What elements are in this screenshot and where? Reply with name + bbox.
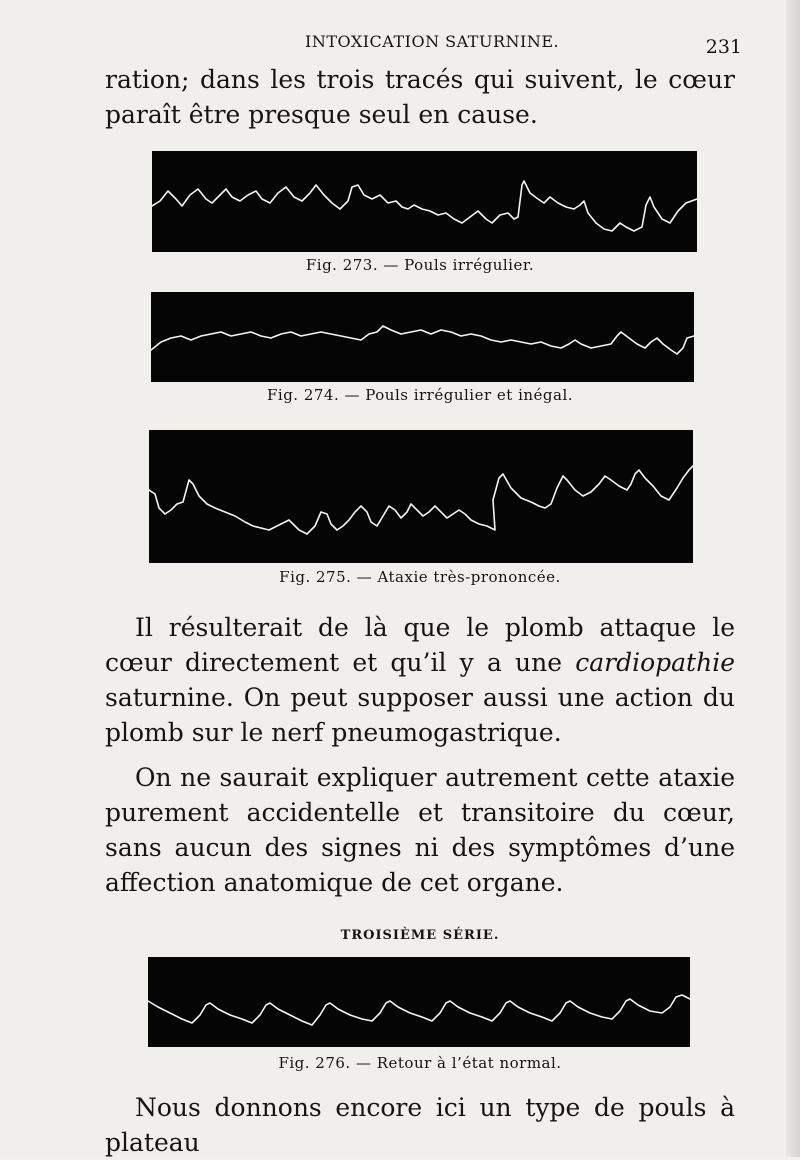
page-number: 231: [705, 36, 742, 58]
figure-caption-fig275: Fig. 275. — Ataxie très-prononcée.: [279, 568, 561, 586]
running-title: INTOXICATION SATURNINE.: [305, 32, 560, 51]
page-edge-shadow: [786, 0, 800, 1157]
paragraph-1-italic-term: cardiopathie: [575, 648, 735, 677]
pulse-trace-fig274: [151, 292, 694, 382]
page-header: [100, 30, 740, 60]
figure-caption-fig274: Fig. 274. — Pouls irrégulier et inégal.: [266, 386, 574, 404]
paragraph-1: [105, 610, 735, 750]
series-heading: TROISIÈME SÉRIE.: [340, 928, 500, 943]
figure-caption-fig273: Fig. 273. — Pouls irrégulier.: [305, 256, 535, 274]
top-paragraph: ration; dans les trois tracés qui suivent, le cœur paraît être presque seul en cause.: [105, 65, 735, 129]
paragraph-2: On ne saurait expliquer autrement cette ataxie purement accidentelle et transitoire du cœur, sans aucun des signes ni des symptômes d’une affection anatomique de cet organe.: [105, 763, 735, 897]
pulse-trace-line: [151, 326, 694, 354]
paragraph-1-text-b: saturnine. On peut supposer aussi une action du plomb sur le nerf pneumogastrique.: [105, 683, 735, 747]
figure-caption-fig276: Fig. 276. — Retour à l’état normal.: [278, 1054, 562, 1072]
pulse-trace-line: [148, 995, 690, 1025]
pulse-trace-fig276: [148, 957, 690, 1047]
pulse-trace-fig275: [149, 430, 693, 563]
pulse-trace-line: [152, 181, 697, 231]
bottom-line: Nous donnons encore ici un type de pouls à plateau: [105, 1093, 735, 1157]
pulse-trace-line: [149, 466, 693, 534]
paragraph-1-text-a: Il résulterait de là que le plomb attaque le cœur directement et qu’il y a une: [105, 613, 735, 677]
pulse-trace-fig273: [152, 151, 697, 252]
